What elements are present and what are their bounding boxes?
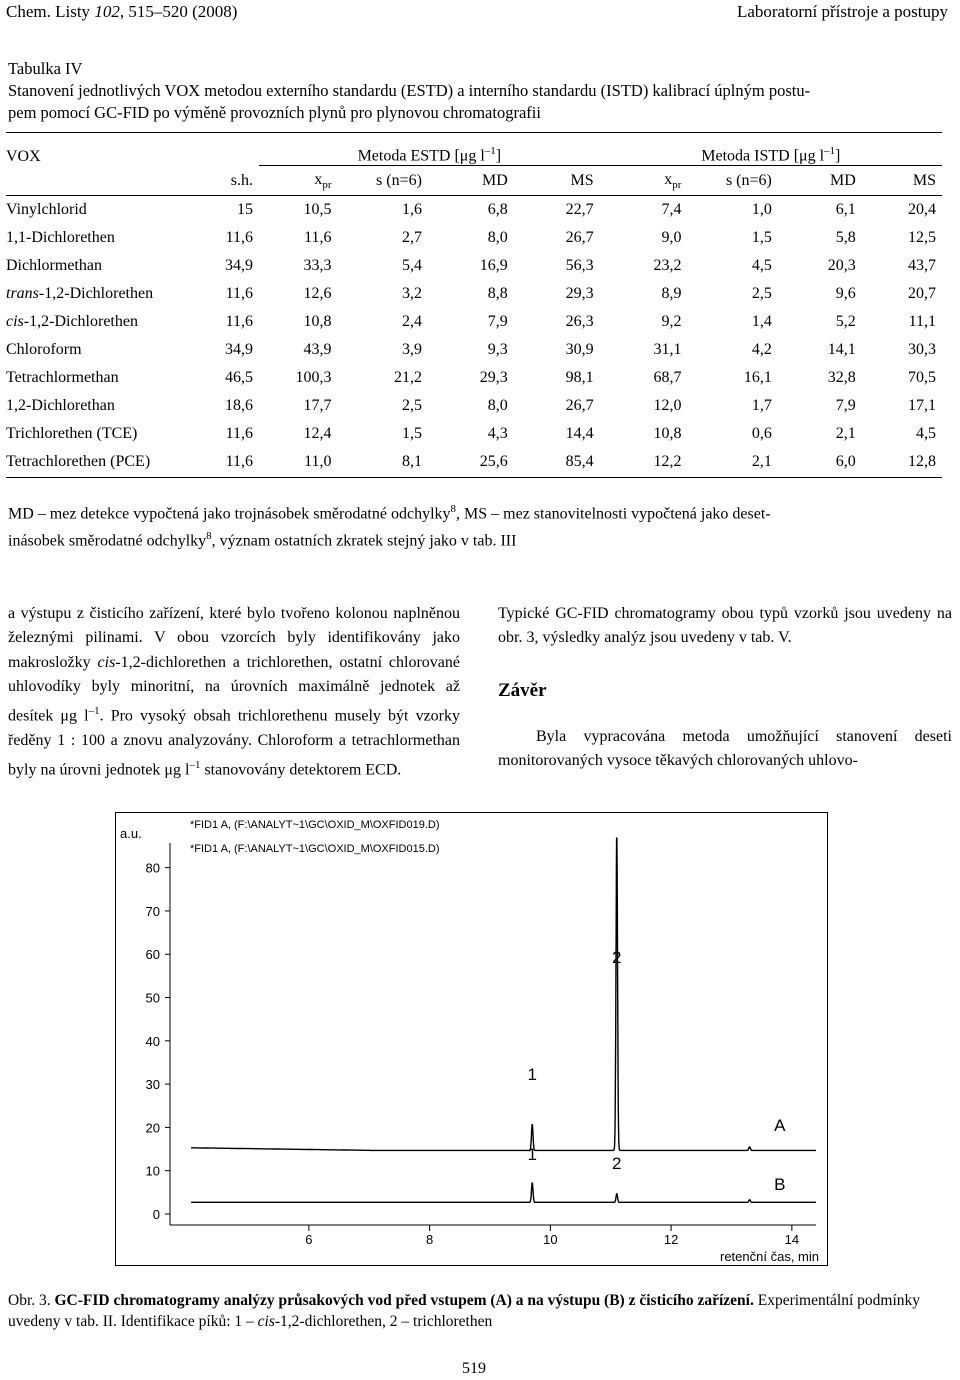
table-cell-es: 3,2: [401, 285, 422, 302]
table-top-rule: [6, 132, 942, 133]
col-md-header: MD: [830, 172, 856, 189]
table-cell-is: 2,5: [751, 285, 772, 302]
table-caption-line: Stanovení jednotlivých VOX metodou externího standardu (ESTD) a interního standardu (ISTD) kalibrací úplným postu-: [8, 81, 811, 100]
y-tick-label: 50: [145, 990, 160, 1006]
peak-label: 2: [612, 948, 622, 967]
peak-label: 1: [527, 1065, 537, 1084]
y-tick-label: 40: [145, 1033, 160, 1049]
table-cell-is: 1,7: [751, 397, 772, 414]
table-caption: [8, 58, 948, 124]
table-cell-ix: 12,2: [653, 453, 682, 470]
table-cell-ems: 29,3: [565, 285, 594, 302]
compound-name: Dichlormethan: [6, 257, 102, 274]
table-row: [6, 280, 942, 308]
table-note: MD – mez detekce vypočtená jako trojnásobek směrodatné odchylky$^8$, MS – mez stanovitelnosti vypočtená jako deset- inásobek směrodatné odchylky$^8$, význam ostatních zkratek stejný jako v tab. III: [8, 503, 771, 550]
table-row: [6, 392, 942, 420]
table-cell-ix: 10,8: [653, 425, 682, 442]
running-header-section: Laboratorní přístroje a postupy: [736, 2, 948, 21]
table-cell-imd: 5,8: [835, 229, 856, 246]
table-cell-imd: 5,2: [835, 313, 856, 330]
table-cell-sh: 11,6: [225, 425, 254, 442]
table-cell-es: 21,2: [393, 369, 422, 386]
table-cell-ims: 11,1: [908, 313, 936, 330]
table-cell-sh: 34,9: [225, 257, 254, 274]
table-cell-sh: 34,9: [225, 341, 254, 358]
table-cell-emd: 16,9: [479, 257, 508, 274]
table-cell-is: 1,0: [751, 201, 772, 218]
table-cell-ims: 12,8: [908, 453, 936, 470]
x-tick-label: 12: [663, 1232, 679, 1247]
table-cell-ims: 12,5: [908, 229, 936, 246]
figure-caption: Obr. 3. GC-FID chromatogramy analýzy průsakových vod před vstupem (A) a na výstupu (B) z čisticího zařízení. Experimentální podmínky uvedeny v tab. II. Identifikace píků: 1 – cis-1,2-dichlorethen, 2 – trichlorethen: [8, 1292, 921, 1330]
table-row: [6, 448, 942, 476]
table-row: [6, 224, 942, 252]
y-axis-label: a.u.: [120, 826, 142, 841]
table-row: [6, 196, 942, 224]
table-cell-sh: 11,6: [225, 313, 254, 330]
table-cell-sh: 46,5: [225, 369, 254, 386]
compound-name: Tetrachlorethen (PCE): [6, 453, 151, 470]
table-cell-ix: 23,2: [653, 257, 682, 274]
col-vox-header: VOX: [6, 147, 41, 165]
table-cell-ex: 17,7: [303, 397, 332, 414]
y-tick-label: 0: [152, 1207, 160, 1222]
table-row: [6, 420, 942, 448]
table-cell-is: 0,6: [751, 425, 772, 442]
table-cell-ems: 98,1: [565, 369, 594, 386]
legend-entry-a: *FID1 A, (F:\ANALYT~1\GC\OXID_M\OXFID019.D): [190, 819, 440, 831]
table-cell-sh: 11,6: [225, 453, 254, 470]
table-cell-ems: 14,4: [565, 425, 594, 442]
table-cell-ex: 33,3: [303, 257, 332, 274]
table-cell-sh: 15: [237, 201, 254, 218]
table-cell-sh: 11,6: [225, 285, 254, 302]
table-cell-es: 2,4: [401, 313, 422, 330]
table-cell-ex: 12,6: [303, 285, 332, 302]
estd-group-header: Metoda ESTD [μg $l^{-1}$]: [259, 138, 600, 166]
vox-table: [6, 138, 942, 476]
table-cell-emd: 8,0: [487, 229, 508, 246]
table-cell-is: 4,2: [751, 341, 772, 358]
table-cell-is: 1,4: [751, 313, 772, 330]
x-tick-label: 10: [543, 1232, 558, 1247]
running-header-journal: Chem. Listy 102, 515–520 (2008): [6, 2, 238, 21]
table-cell-imd: 2,1: [835, 425, 856, 442]
table-cell-imd: 6,1: [835, 201, 856, 218]
table-cell-ims: 4,5: [916, 425, 936, 442]
y-tick-label: 10: [145, 1163, 160, 1179]
table-cell-emd: 8,0: [487, 397, 508, 414]
table-cell-imd: 6,0: [835, 453, 856, 470]
y-tick-label: 30: [145, 1077, 160, 1093]
table-cell-ems: 30,9: [565, 341, 594, 358]
paragraph: Typické GC-FID chromatogramy obou typů vzorků jsou uvedeny na obr. 3, výsledky analýz jsou uvedeny v tab. V.: [498, 605, 952, 647]
trace-A: [191, 838, 816, 1150]
table-caption-line: pem pomocí GC-FID po výměně provozních plynů pro plynovou chromatografii: [8, 103, 541, 122]
table-cell-ix: 8,9: [661, 285, 682, 302]
table-subheader-row: [6, 166, 942, 197]
table-cell-emd: 8,8: [487, 285, 508, 302]
chromatogram-figure: [115, 812, 828, 1266]
compound-name: 1,2-Dichlorethan: [6, 397, 115, 414]
table-cell-emd: 6,8: [487, 201, 508, 218]
table-cell-imd: 9,6: [835, 285, 856, 302]
x-tick-label: 8: [425, 1232, 434, 1247]
y-tick-label: 20: [145, 1120, 160, 1136]
table-cell-emd: 25,6: [479, 453, 508, 470]
compound-name: Chloroform: [6, 341, 82, 358]
table-cell-imd: 20,3: [827, 257, 856, 274]
legend-entry-b: *FID1 A, (F:\ANALYT~1\GC\OXID_M\OXFID015.D): [190, 843, 440, 855]
y-tick-label: 70: [145, 903, 160, 919]
x-tick-label: 6: [305, 1232, 313, 1247]
table-cell-imd: 32,8: [827, 369, 856, 386]
table-cell-ex: 10,8: [303, 313, 332, 330]
y-tick-label: 80: [145, 860, 160, 876]
table-cell-ix: 7,4: [661, 201, 682, 218]
table-cell-ims: 43,7: [908, 257, 936, 274]
table-cell-is: 2,1: [751, 453, 772, 470]
col-ms-header: MS: [570, 172, 594, 189]
table-bottom-rule: [6, 477, 942, 478]
trace-B: [191, 1183, 816, 1202]
table-cell-ems: 22,7: [565, 201, 594, 218]
compound-name: cis-1,2-Dichlorethen: [6, 313, 138, 330]
peak-label: 2: [612, 1154, 622, 1173]
table-cell-emd: 9,3: [487, 341, 508, 358]
col-sh-header: s.h.: [230, 171, 254, 189]
table-cell-ims: 17,1: [908, 397, 936, 414]
peak-label: B: [774, 1175, 786, 1194]
y-tick-label: 60: [145, 947, 160, 963]
table-cell-ems: 26,7: [565, 229, 594, 246]
body-text-left: a výstupu z čisticího zařízení, které bylo tvořeno kolonou naplněnou železnými pilinami. V obou vzorcích byly identifikovány jako makrosložky cis-1,2-dichlorethen a trichlorethen, ostatní chlorované uhlovodíky byly minoritní, na úrovních maximálně jednotek až desítek μg $l^{-1}$. Pro vysoký obsah trichlorethenu musely být vzorky ředěny 1 : 100 a znovu analyzovány. Chloroform a tetrachlormethan byly na úrovni jednotek μg $l^{-1}$ stanovovány detektorem ECD.: [8, 605, 460, 779]
table-cell-es: 2,5: [401, 397, 422, 414]
section-heading: Závěr: [498, 679, 547, 701]
table-cell-sh: 18,6: [225, 397, 254, 414]
table-cell-is: 16,1: [743, 369, 772, 386]
col-s-header: s (n=6): [725, 172, 772, 189]
table-row: [6, 252, 942, 280]
table-cell-ems: 26,7: [565, 397, 594, 414]
table-cell-ix: 9,0: [661, 229, 682, 246]
compound-name: Trichlorethen (TCE): [6, 425, 138, 442]
peak-label: A: [774, 1116, 786, 1135]
table-cell-emd: 4,3: [487, 425, 508, 442]
table-cell-imd: 7,9: [835, 397, 856, 414]
paragraph: Byla vypracována metoda umožňující stanovení deseti monitorovaných vysoce těkavých chlorovaných uhlovo-: [498, 727, 952, 770]
col-s-header: s (n=6): [376, 172, 422, 189]
table-cell-ems: 26,3: [565, 313, 594, 330]
table-cell-emd: 29,3: [479, 369, 508, 386]
table-cell-ex: 43,9: [303, 341, 332, 358]
table-cell-is: 1,5: [751, 229, 772, 246]
table-cell-es: 1,6: [401, 201, 422, 218]
table-row: [6, 336, 942, 364]
table-cell-ex: 12,4: [303, 425, 332, 442]
table-cell-es: 2,7: [401, 229, 422, 246]
x-axis-label: retenční čas, min: [720, 1249, 819, 1264]
table-cell-ix: 68,7: [653, 369, 682, 386]
table-cell-sh: 11,6: [225, 229, 254, 246]
table-cell-ix: 12,0: [653, 397, 682, 414]
table-cell-ims: 20,4: [908, 201, 936, 218]
compound-name: Vinylchlorid: [6, 201, 87, 218]
table-cell-ems: 85,4: [565, 453, 594, 470]
col-xpr-header: $x_{pr}$: [664, 170, 682, 192]
peak-label: 1: [527, 1145, 537, 1164]
chromatogram-chart: [116, 813, 827, 1265]
col-xpr-header: $x_{pr}$: [314, 170, 332, 192]
table-row: [6, 364, 942, 392]
istd-group-header: Metoda ISTD [μg $l^{-1}$]: [600, 138, 942, 166]
table-cell-ex: 11,0: [304, 453, 332, 470]
table-cell-ex: 11,6: [304, 229, 332, 246]
table-label: Tabulka IV: [8, 59, 83, 78]
table-cell-es: 8,1: [401, 453, 422, 470]
table-cell-ix: 31,1: [653, 341, 682, 358]
table-cell-ims: 70,5: [908, 369, 936, 386]
table-cell-imd: 14,1: [827, 341, 856, 358]
compound-name: 1,1-Dichlorethen: [6, 229, 115, 246]
table-cell-ims: 30,3: [908, 341, 936, 358]
col-ms-header: MS: [912, 172, 936, 189]
table-cell-ix: 9,2: [661, 313, 682, 330]
page-number: 519: [462, 1360, 486, 1377]
table-cell-es: 1,5: [401, 425, 422, 442]
table-cell-is: 4,5: [751, 257, 772, 274]
col-md-header: MD: [482, 172, 508, 189]
x-tick-label: 14: [784, 1232, 800, 1247]
body-text-right: [498, 602, 952, 773]
table-cell-ex: 10,5: [303, 201, 332, 218]
table-group-header-row: [6, 138, 942, 166]
table-cell-ex: 100,3: [295, 369, 332, 386]
table-cell-es: 3,9: [401, 341, 422, 358]
table-cell-es: 5,4: [401, 257, 422, 274]
table-cell-ims: 20,7: [908, 285, 936, 302]
compound-name: trans-1,2-Dichlorethen: [6, 285, 154, 302]
table-cell-emd: 7,9: [487, 313, 508, 330]
compound-name: Tetrachlormethan: [6, 369, 119, 386]
table-row: [6, 308, 942, 336]
table-cell-ems: 56,3: [565, 257, 594, 274]
